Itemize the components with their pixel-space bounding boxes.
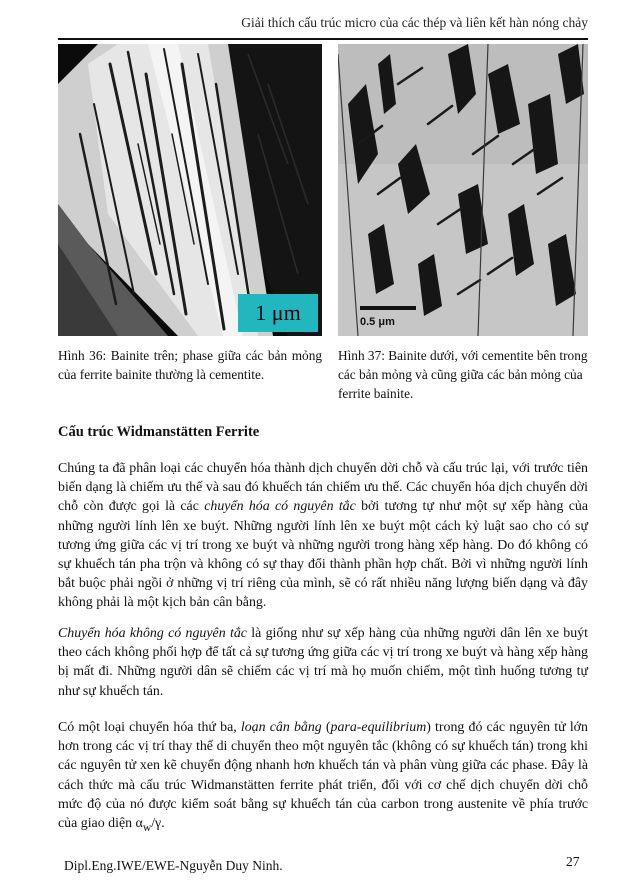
paragraph-3-text-c: ) trong đó các nguyên tử lớn hơn trong các vị trí thay thế di chuyển theo một nguyên tắc (không có sự khuếch tán) trong khi các nguyên tử xen kẽ chuyển động nhanh hơn khuếch tán và phân vùng giữa các phase. Đây là cách thức mà cấu trúc Widmanstätten ferrite phát triển, đối với cơ chế dịch chuyển dời chỗ mức độ của nó được kiểm soát bằng sự khuếch tán của carbon trong austenite về phía trước của giao diện α	[58, 720, 588, 832]
figure-36-image	[58, 44, 322, 336]
paragraph-3-text-a: Có một loại chuyển hóa thứ ba,	[58, 720, 241, 735]
paragraph-1-text-a: Chúng ta đã phân loại các chuyển hóa thành dịch chuyển dời chỗ và cấu trúc lại, với trước tiên biến dạng là chiếm ưu thế và sau đó khuếch tán chiếm ưu thế. Các chuyển hóa dịch chuyển dời chỗ còn được gọi là các	[58, 461, 588, 515]
paragraph-2	[58, 624, 588, 701]
figure-37-caption: Hình 37: Bainite dưới, với cementite bên trong các bản mỏng và cũng giữa các bản mỏng của ferrite bainite.	[338, 348, 588, 401]
paragraph-3-emphasis-1: loạn cân bằng	[240, 720, 322, 735]
figure-36-scale-label: 1 μm	[238, 294, 318, 332]
paragraph-3	[58, 718, 588, 837]
paragraph-3-text-d: /γ.	[151, 816, 165, 832]
figure-37-image	[338, 44, 588, 336]
figure-37-scale-bar	[360, 306, 416, 310]
alpha-subscript: w	[142, 820, 152, 834]
footer-author: Dipl.Eng.IWE/EWE-Nguyễn Duy Ninh.	[64, 858, 283, 873]
figure-36-caption: Hình 36: Bainite trên; phase giữa các bản mỏng của ferrite bainite thường là cementite.	[58, 348, 322, 382]
page-number: 27	[566, 854, 580, 869]
paragraph-1	[58, 459, 588, 613]
section-heading: Cấu trúc Widmanstätten Ferrite	[58, 424, 260, 440]
paragraph-3-text-b: (	[321, 720, 331, 735]
paragraph-2-emphasis: Chuyển hóa không có nguyên tắc	[58, 626, 247, 641]
paragraph-3-emphasis-2: para-equilibrium	[330, 720, 427, 735]
running-header: Giải thích cấu trúc micro của các thép và liên kết hàn nóng chảy	[241, 15, 588, 30]
paragraph-1-text-b: bởi tương tự như một sự xếp hàng của những người lính lên xe buýt. Những người lính lên xe buýt một cách kỷ luật sao cho có sự tương ứng giữa các vị trí trong xe buýt và những người trong hàng xếp hàng. Do đó không có sự khuếch tán pha trộn và không có sự thay đổi thành phần hợp chất. Bởi vì những người lính bắt buộc phải ngồi ở những vị trí riêng của mình, sẽ có rất nhiều năng lượng biến dạng và đây không phải là một kịch bản cân bằng.	[58, 499, 588, 611]
paragraph-2-text: là giống như sự xếp hàng của những người dân lên xe buýt theo cách không phối hợp để tất cả sự tương ứng giữa các vị trí trong xe buýt và hàng xếp hàng bị mất đi. Những người dân sẽ chiếm các vị trí mà họ muốn chiếm, một tình huống tương tự như sự khuếch tán.	[58, 626, 588, 699]
paragraph-1-emphasis: chuyển hóa có nguyên tắc	[204, 499, 356, 515]
figure-37-scale-label: 0.5 μm	[360, 316, 395, 328]
header-rule	[58, 38, 588, 40]
